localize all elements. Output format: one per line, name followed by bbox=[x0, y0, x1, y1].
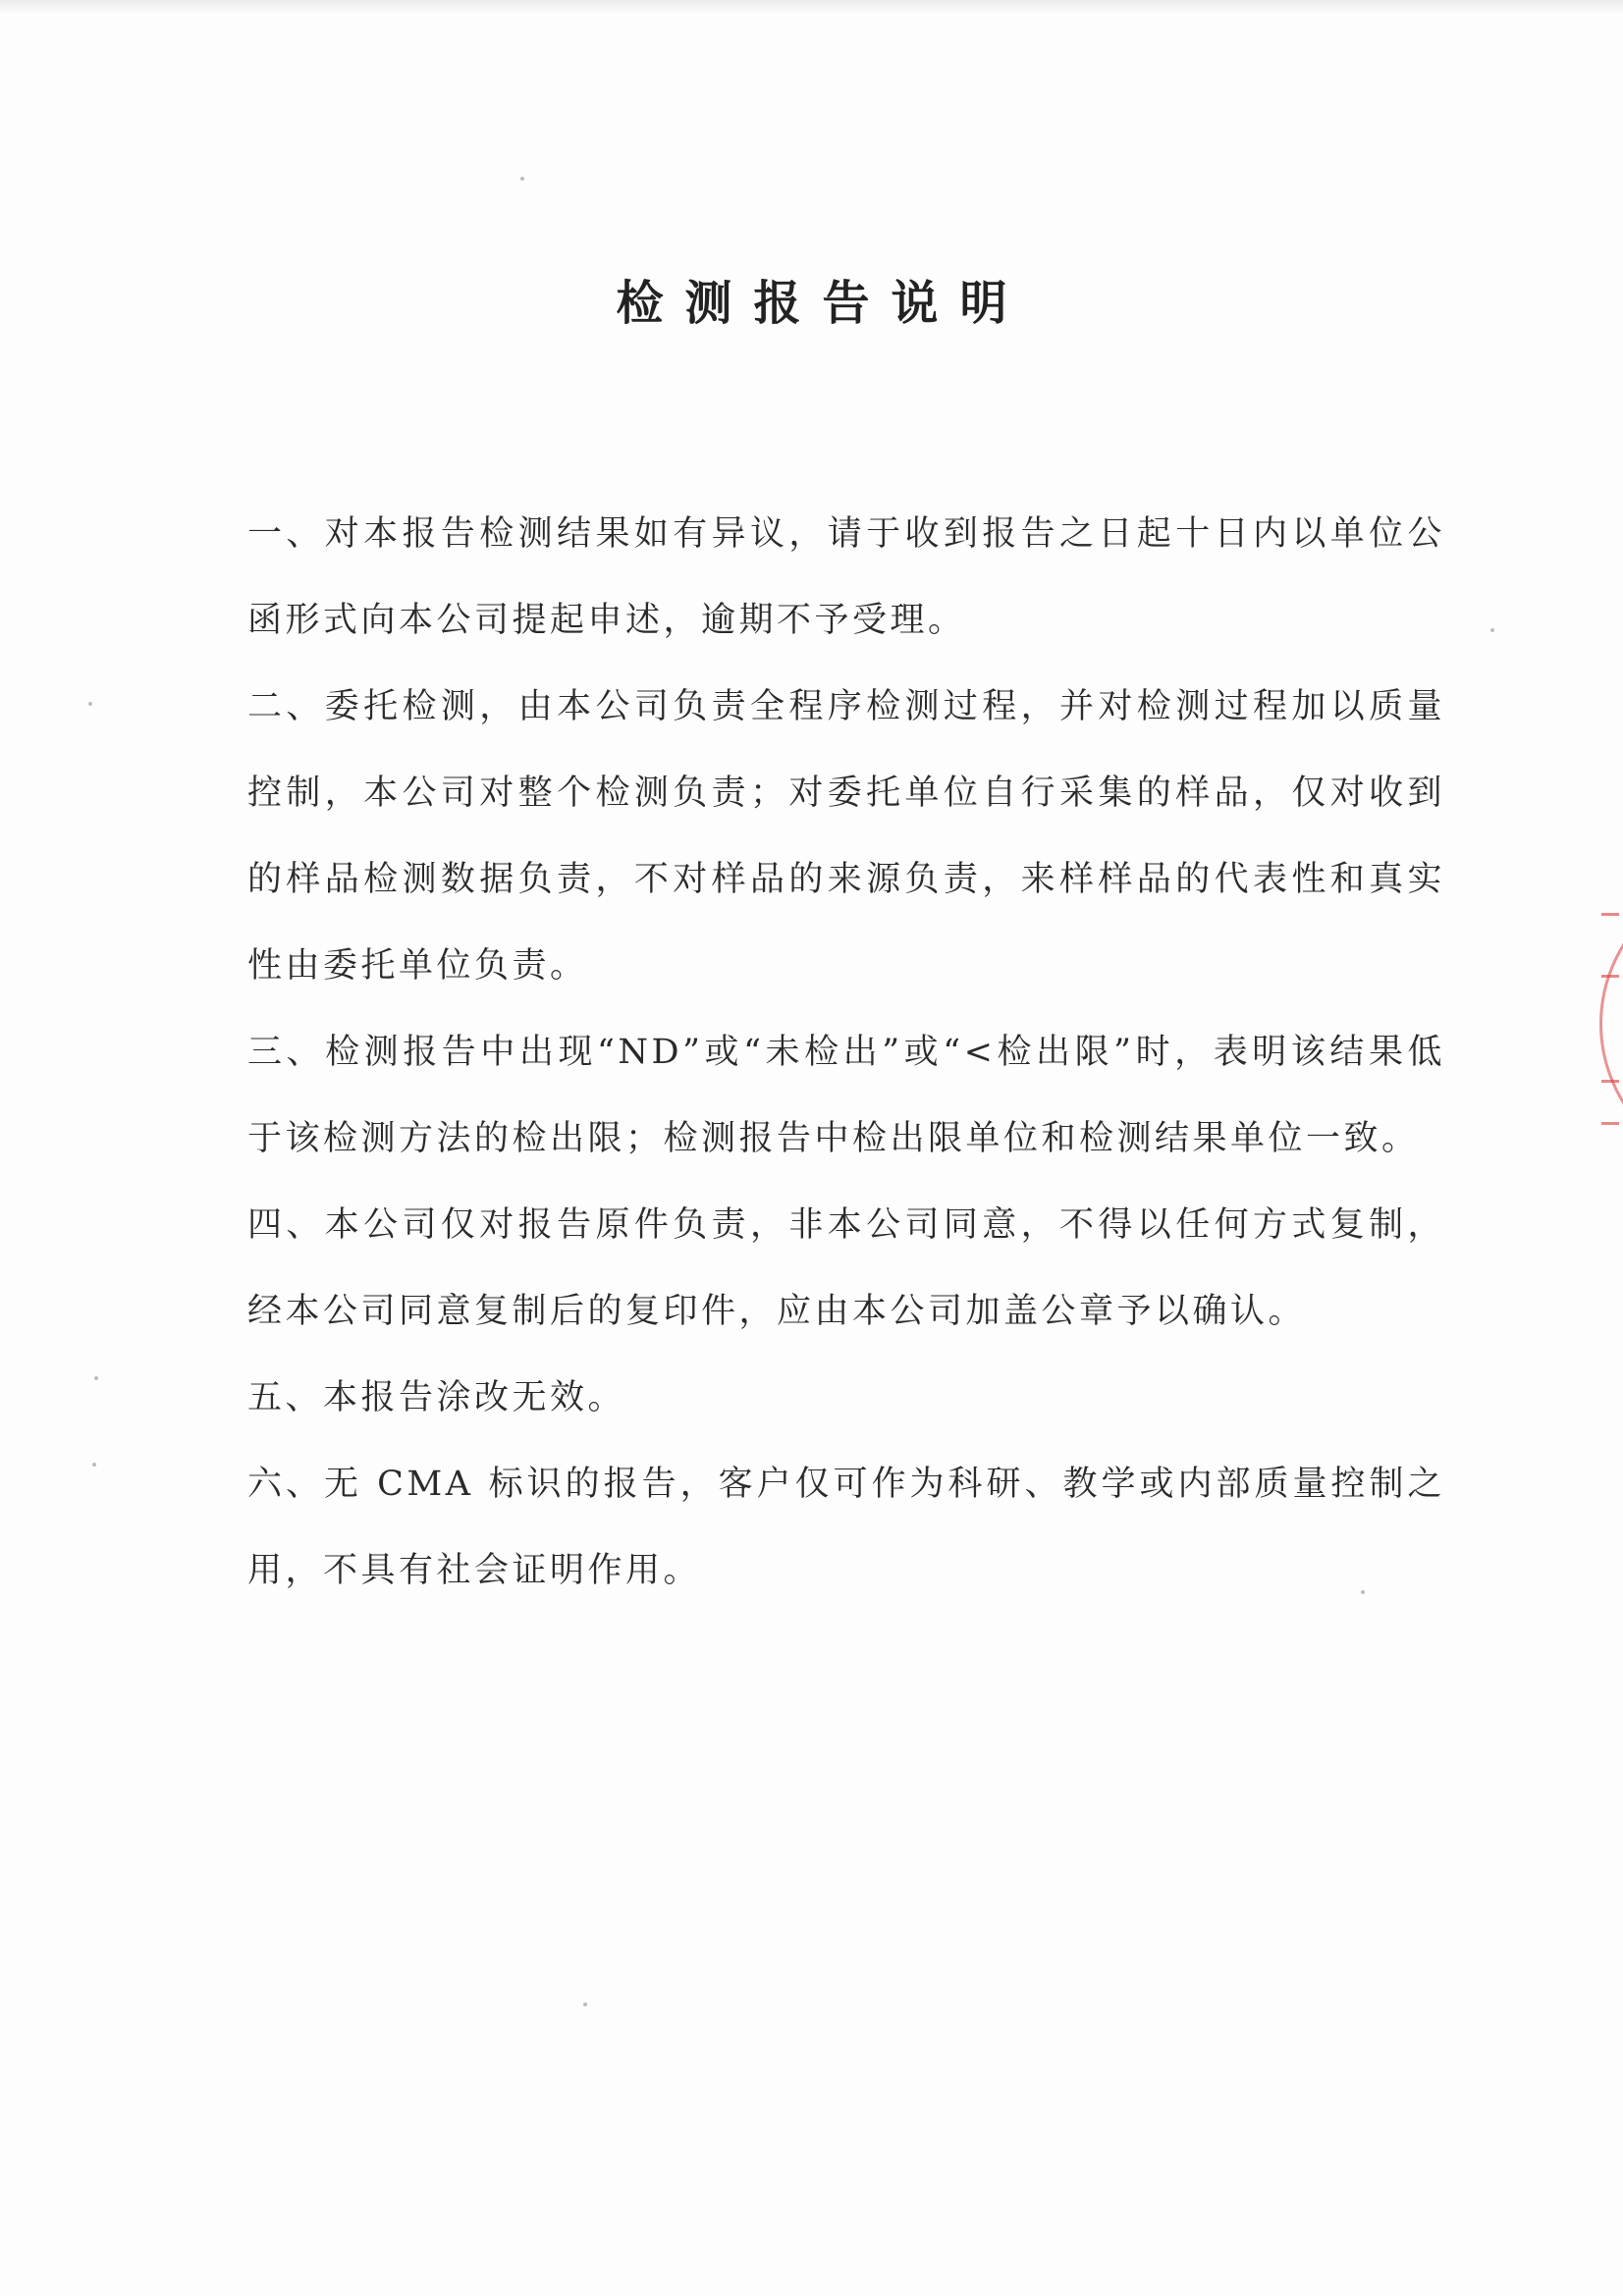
paragraph-3: 三、检测报告中出现“ND”或“未检出”或“<检出限”时，表明该结果低于该检测方法的检出限；检测报告中检出限单位和检测结果单位一致。 bbox=[247, 1033, 1445, 1158]
scan-speck bbox=[94, 1376, 98, 1380]
paragraph-1: 一、对本报告检测结果如有异议，请于收到报告之日起十日内以单位公函形式向本公司提起申述，逾期不予受理。 bbox=[247, 514, 1445, 640]
scan-speck bbox=[1490, 628, 1494, 632]
seal-character-fragment bbox=[1601, 1080, 1619, 1125]
scan-speck bbox=[1361, 1590, 1365, 1594]
scan-speck bbox=[520, 177, 524, 181]
seal-stamp-fragment bbox=[1594, 874, 1623, 1178]
paragraph-5: 五、本报告涂改无效。 bbox=[247, 1378, 626, 1417]
paragraph-6: 六、无 CMA 标识的报告，客户仅可作为科研、教学或内部质量控制之用，不具有社会证明作用。 bbox=[247, 1465, 1445, 1590]
scan-speck bbox=[88, 702, 92, 706]
scan-speck bbox=[583, 2002, 587, 2006]
paragraph-2: 二、委托检测，由本公司负责全程序检测过程，并对检测过程加以质量控制，本公司对整个检测负责；对委托单位自行采集的样品，仅对收到的样品检测数据负责，不对样品的来源负责，来样样品的代表性和真实性由委托单位负责。 bbox=[247, 687, 1445, 986]
document-body bbox=[247, 491, 1445, 1614]
seal-character-fragment bbox=[1601, 913, 1619, 978]
paragraph-4: 四、本公司仅对报告原件负责，非本公司同意，不得以任何方式复制，经本公司同意复制后的复印件，应由本公司加盖公章予以确认。 bbox=[247, 1205, 1445, 1331]
scan-speck bbox=[92, 1463, 96, 1467]
scan-edge bbox=[0, 0, 1623, 14]
page-title: 检测报告说明 bbox=[616, 276, 1029, 332]
